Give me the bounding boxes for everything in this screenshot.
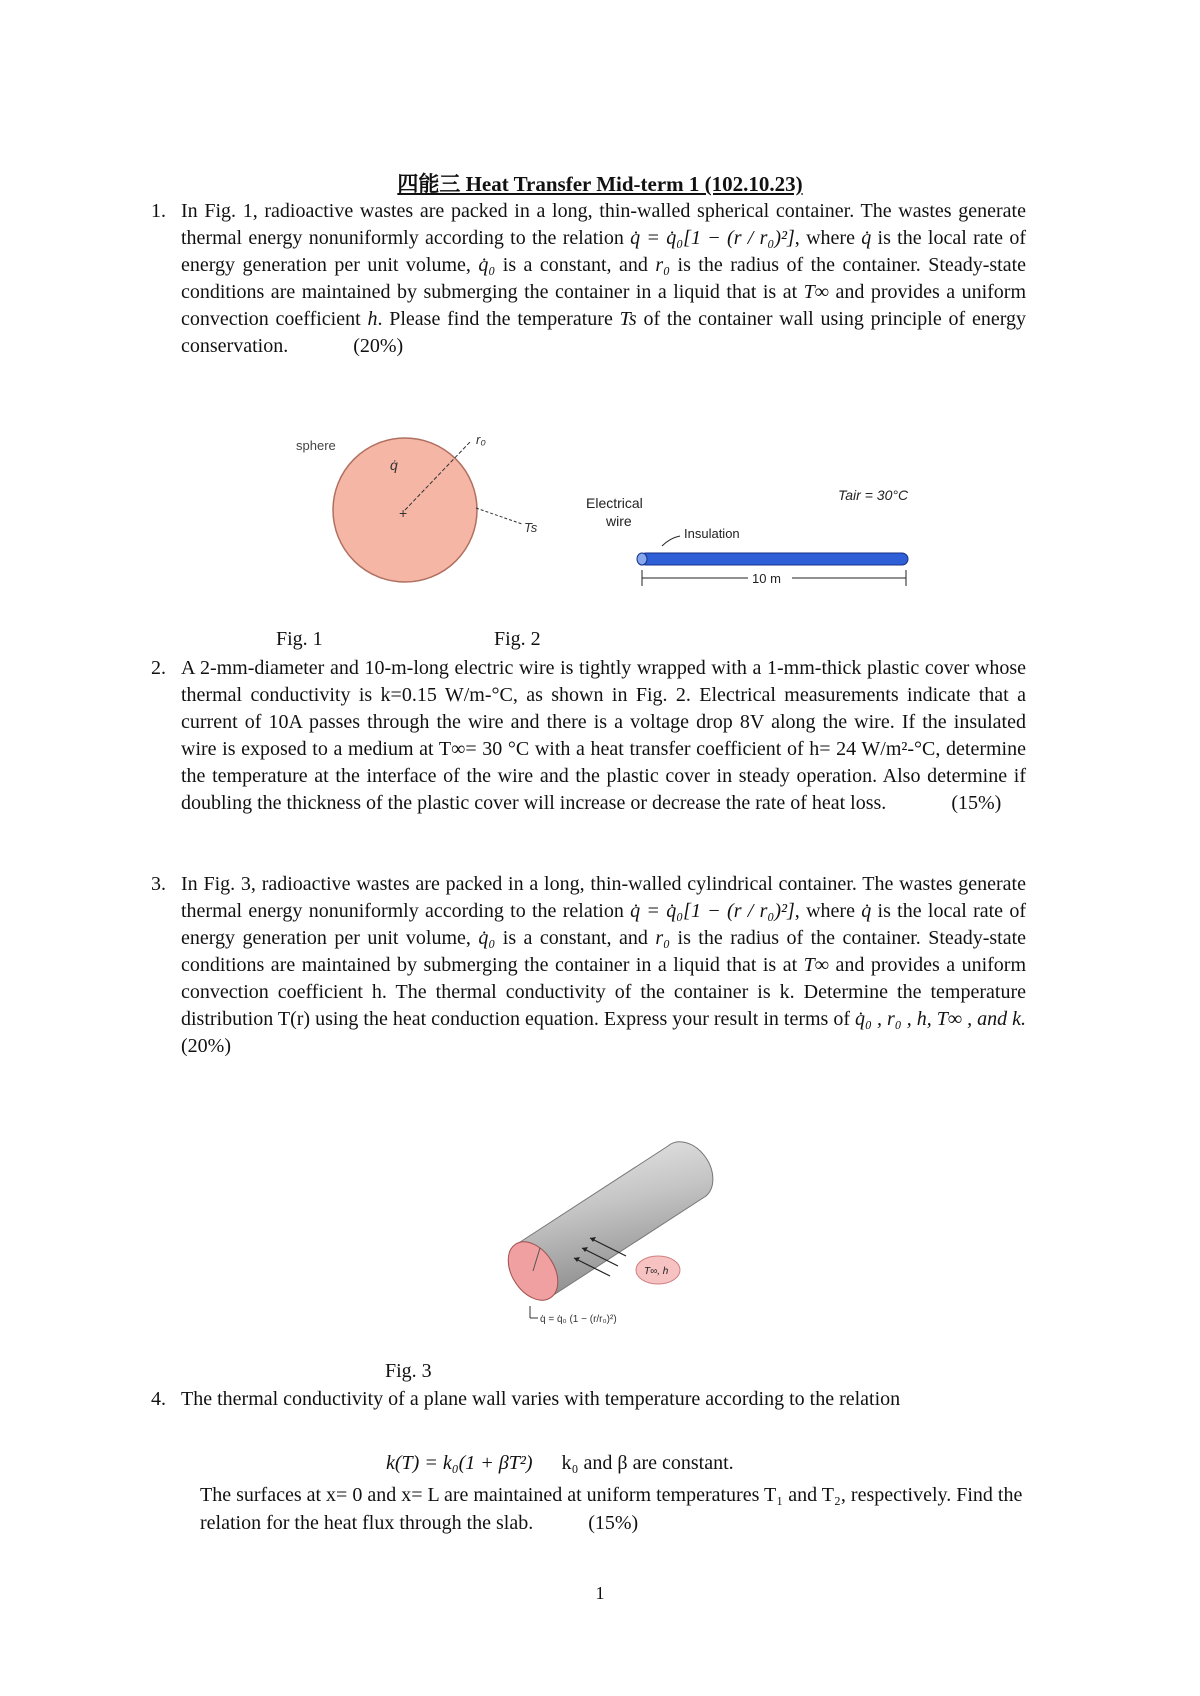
q1-text-h: of the container wall using principle of energy conservation. — [181, 308, 1026, 357]
q3-text-c: is the local rate of energy generation per unit volume, — [181, 900, 1026, 949]
surface-leader-line — [476, 508, 522, 524]
length-label: 10 m — [752, 571, 781, 586]
figure-2-caption: Fig. 2 — [494, 628, 541, 650]
q4-text-a: The thermal conductivity of a plane wall varies with temperature according to the relation — [181, 1388, 901, 1410]
q3-text-f: and provides a uniform convection coefficient h. The thermal conductivity of the container is k. Determine the temperature distribution T(r) using the heat conduction equation. Express your result in terms of — [181, 954, 1027, 1030]
question-1 — [151, 198, 1027, 360]
question-2 — [151, 655, 1026, 817]
tair-label: Tair = 30°C — [838, 487, 909, 503]
figure-3-caption: Fig. 3 — [385, 1360, 432, 1382]
sphere-center-mark: + — [399, 505, 408, 521]
q1-ts: Ts — [619, 308, 637, 330]
q1-text-g: . Please find the temperature — [377, 308, 613, 330]
sphere-r0-label: r₀ — [476, 432, 486, 447]
q1-text-e: is the radius of the container. Steady-state conditions are maintained by submerging the container in a liquid that is at — [181, 254, 1027, 303]
fluid-label: T∞, h — [644, 1266, 669, 1277]
q3-text-d: is a constant, and — [502, 927, 648, 949]
q3-vars: q̇₀ , r₀ , h, T∞ , and k. — [855, 1008, 1026, 1030]
q1-text-a: In Fig. 1, radioactive wastes are packed in a long, thin-walled spherical container. The wastes generate thermal energy nonuniformly according to the relation — [181, 200, 1026, 249]
q1-qdot: q̇ — [861, 227, 872, 249]
q2-text: A 2-mm-diameter and 10-m-long electric wire is tightly wrapped with a 1-mm-thick plastic cover whose thermal conductivity is k=0.15 W/m-°C, as shown in Fig. 2. Electrical measurements indicate that a current of 10A passes through the wire and there is a voltage drop 8V along the wire. If the insulated wire is exposed to a medium at T∞= 30 °C with a heat transfer coefficient of h= 24 W/m²-°C, determine the temperature at the interface of the wire and the plastic cover in steady operation. Also determine if doubling the thickness of the plastic cover will increase or decrease the rate of heat loss. — [181, 657, 1026, 814]
page-number: 1 — [595, 1583, 605, 1603]
q3-text-b: , where — [794, 900, 855, 922]
q2-percent: (15%) — [951, 792, 1002, 814]
question-number: 4. — [151, 1388, 166, 1410]
q1-percent: (20%) — [353, 335, 404, 357]
q3-text-e: is the radius of the container. Steady-state conditions are maintained by submerging the container in a liquid that is at — [181, 927, 1027, 976]
sphere-label: sphere — [296, 438, 336, 453]
q3-tinf: T∞ — [803, 954, 830, 976]
q3-r0: r₀ — [655, 927, 671, 949]
q3-qdot: q̇ — [861, 900, 872, 922]
q4-text-b: The surfaces at x= 0 and x= L are maintained at uniform temperatures T₁ and T₂, respectively. Find the relation for the heat flux through the slab. — [200, 1484, 1023, 1534]
question-number: 3. — [151, 873, 166, 895]
question-number: 2. — [151, 657, 166, 679]
q3-percent: (20%) — [181, 1035, 231, 1057]
sphere-ts-label: Ts — [524, 520, 538, 535]
figure-1-caption: Fig. 1 — [276, 628, 323, 650]
q1-q0: q̇₀ — [478, 254, 496, 276]
generation-label: q̇ = q̇₀ (1 − (r/r₀)²) — [540, 1314, 617, 1325]
wire-end — [637, 553, 647, 565]
q1-text-c: is the local rate of energy generation per unit volume, — [181, 227, 1026, 276]
q1-text-d: is a constant, and — [502, 254, 648, 276]
wire-body — [640, 553, 908, 565]
figure-2-wire — [580, 480, 925, 595]
q3-text-a: In Fig. 3, radioactive wastes are packed in a long, thin-walled cylindrical container. The wastes generate thermal energy nonuniformly according to the relation — [181, 873, 1026, 922]
insulation-leader — [662, 536, 680, 546]
q4-equation: k(T) = k₀(1 + βT²) — [386, 1452, 533, 1474]
question-number: 1. — [151, 200, 166, 222]
figure-1-sphere — [290, 428, 540, 608]
q1-r0: r₀ — [655, 254, 671, 276]
wire-label-line2: wire — [606, 513, 632, 529]
sphere-qdot-label: q̇ — [390, 457, 398, 473]
q4-continuation — [200, 1481, 1026, 1537]
q4-equation-line — [386, 1452, 734, 1475]
q1-text-b: , where — [794, 227, 855, 249]
question-4 — [151, 1386, 1026, 1413]
wire-label-line1: Electrical — [586, 495, 643, 511]
question-3 — [151, 871, 1027, 1060]
insulation-label: Insulation — [684, 526, 740, 541]
figure-3-cylinder — [500, 1138, 740, 1328]
q1-tinf: T∞ — [803, 281, 830, 303]
q1-h: h — [367, 308, 378, 330]
q4-equation-note: k₀ and β are constant. — [561, 1452, 734, 1474]
q1-text-f: and provides a uniform convection coefficient — [181, 281, 1027, 330]
page-title: 四能三 Heat Transfer Mid-term 1 (102.10.23) — [397, 172, 803, 196]
q3-equation: q̇ = q̇₀[1 − (r / r₀)²] — [630, 900, 795, 922]
q1-equation: q̇ = q̇₀[1 − (r / r₀)²] — [630, 227, 795, 249]
q3-q0: q̇₀ — [478, 927, 496, 949]
q4-percent: (15%) — [588, 1512, 639, 1534]
